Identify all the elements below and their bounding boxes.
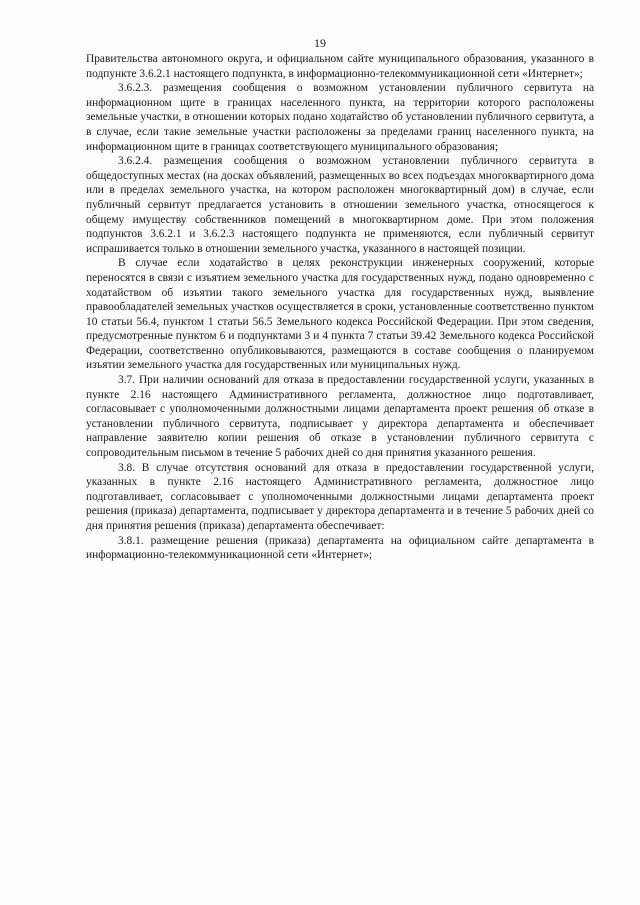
paragraph-continuation: Правительства автономного округа, и официальном сайте муниципального образования, указанного в подпункте 3.6.2.1 настоящего подпункта, в информационно-телекоммуникационной сети «Интернет»; [86, 53, 594, 80]
page-number: 19 [314, 36, 326, 50]
paragraph-3-8: 3.8. В случае отсутствия оснований для отказа в предоставлении государственной услуги, указанных в пункте 2.16 настоящего Административного регламента, должностное лицо подготавливает, согласовывает с уполномоченными должностными лицами департамента проект решения (приказа) департамента, подписывает у директора департамента и в течение 5 рабочих дней со дня принятия решения (приказа) департамента обеспечивает: [86, 461, 594, 532]
paragraph-3-6-2-3: 3.6.2.3. размещения сообщения о возможном установлении публичного сервитута на информационном щите в границах населенного пункта, на территории которого расположены земельные участки, в отношении которых подано ходатайство об установлении публичного сервитута, а в случае, если такие земельные участки расположены за пределами границ населенного пункта, на информационном щите в границах соответствующего муниципального образования; [86, 82, 594, 153]
paragraph-3-6-2-4: 3.6.2.4. размещения сообщения о возможном установлении публичного сервитута в общедоступных местах (на досках объявлений, размещенных во всех подъездах многоквартирного дома или в пределах земельного участка, на котором расположен многоквартирный дом) в случае, если публичный сервитут предлагается установить в отношении земельного участка, относящегося к общему имуществу собственников помещений в многоквартирном доме. При этом положения подпунктов 3.6.2.1 и 3.6.2.3 настоящего подпункта не применяются, если публичный сервитут испрашивается только в отношении земельного участка, указанного в настоящей позиции. [86, 155, 594, 255]
paragraph-reconstruction-case: В случае если ходатайство в целях реконструкции инженерных сооружений, которые переносятся в связи с изъятием земельного участка для государственных нужд, подано одновременно с ходатайством об изъятии такого земельного участка для государственных нужд, выявление правообладателей земельных участков осуществляется в сроки, установленные соответственно пунктом 10 статьи 56.4, пунктом 1 статьи 56.5 Земельного кодекса Российской Федерации. При этом сведения, предусмотренные пунктом 6 и подпунктами 3 и 4 пункта 7 статьи 39.42 Земельного кодекса Российской Федерации, соответственно опубликовываются, размещаются в составе сообщения о планируемом изъятии земельного участка для государственных или муниципальных нужд. [86, 257, 594, 372]
paragraph-3-8-1: 3.8.1. размещение решения (приказа) департамента на официальном сайте департамента в информационно-телекоммуникационной сети «Интернет»; [86, 534, 594, 562]
document-body [86, 52, 594, 563]
paragraph-3-7: 3.7. При наличии оснований для отказа в предоставлении государственной услуги, указанных в пункте 2.16 настоящего Административного регламента, должностное лицо подготавливает, согласовывает с уполномоченными должностными лицами департамента проект решения об отказе в установлении публичного сервитута, подписывает у директора департамента и обеспечивает направление заявителю копии решения об отказе в установлении публичного сервитута с сопроводительным письмом в течение 5 рабочих дней со дня принятия указанного решения. [86, 374, 594, 460]
